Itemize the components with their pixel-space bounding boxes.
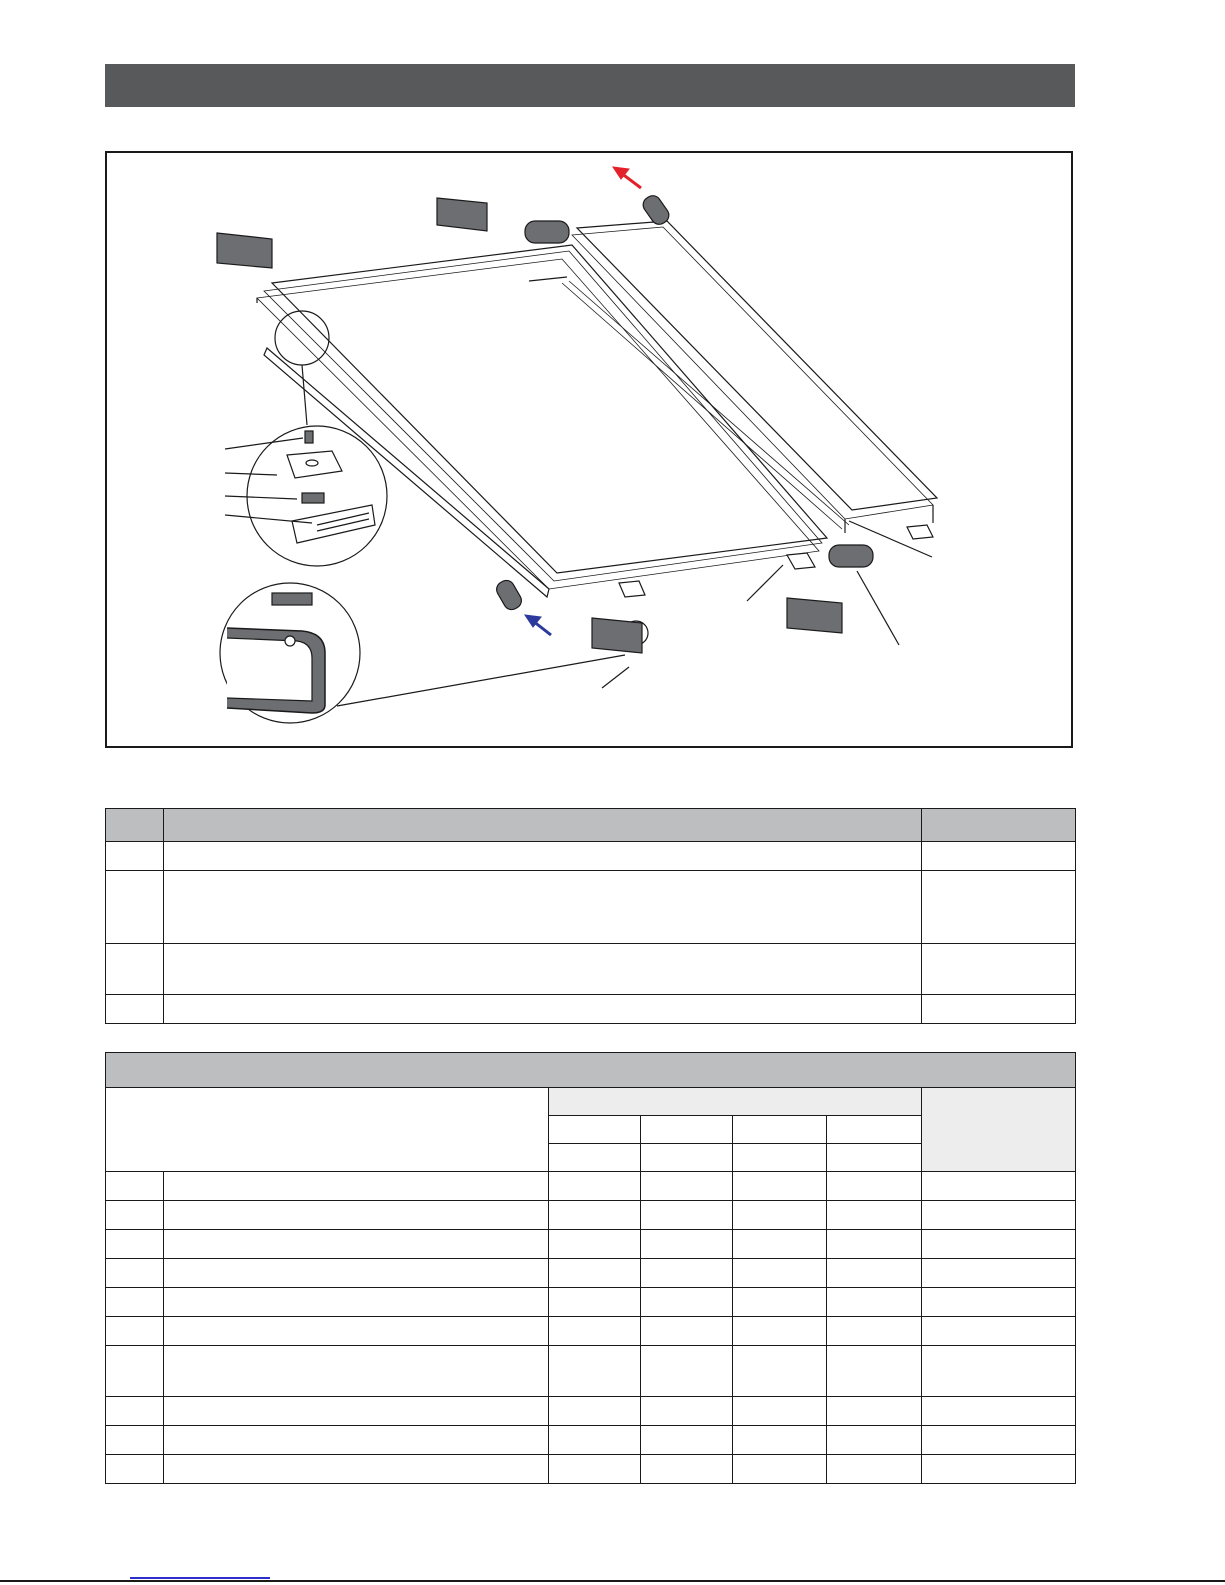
table-row bbox=[106, 1288, 1076, 1317]
assembly-drawing bbox=[107, 153, 1073, 748]
table-row bbox=[106, 1426, 1076, 1455]
table-row bbox=[106, 1201, 1076, 1230]
table-row bbox=[106, 1346, 1076, 1397]
table-row bbox=[106, 1317, 1076, 1346]
table-row bbox=[106, 944, 1076, 995]
table-row bbox=[106, 842, 1076, 871]
table-row bbox=[106, 1230, 1076, 1259]
table-group-header bbox=[106, 1088, 1076, 1116]
table-row bbox=[106, 1397, 1076, 1426]
parts-table bbox=[105, 808, 1076, 1024]
footer-rule bbox=[0, 1580, 1225, 1582]
table-row bbox=[106, 1455, 1076, 1484]
assembly-diagram bbox=[105, 151, 1073, 748]
table-row bbox=[106, 995, 1076, 1024]
table-title-row bbox=[106, 1053, 1076, 1088]
blue-arrow-icon bbox=[525, 615, 551, 635]
table-row bbox=[106, 1172, 1076, 1201]
detail-circle-small bbox=[275, 311, 329, 365]
section-header-bar bbox=[105, 64, 1075, 107]
table-row bbox=[106, 871, 1076, 944]
quantities-table bbox=[105, 1052, 1076, 1484]
red-arrow-icon bbox=[613, 167, 641, 188]
table-header-row bbox=[106, 809, 1076, 842]
footer-link[interactable] bbox=[130, 1577, 270, 1579]
table-row bbox=[106, 1259, 1076, 1288]
